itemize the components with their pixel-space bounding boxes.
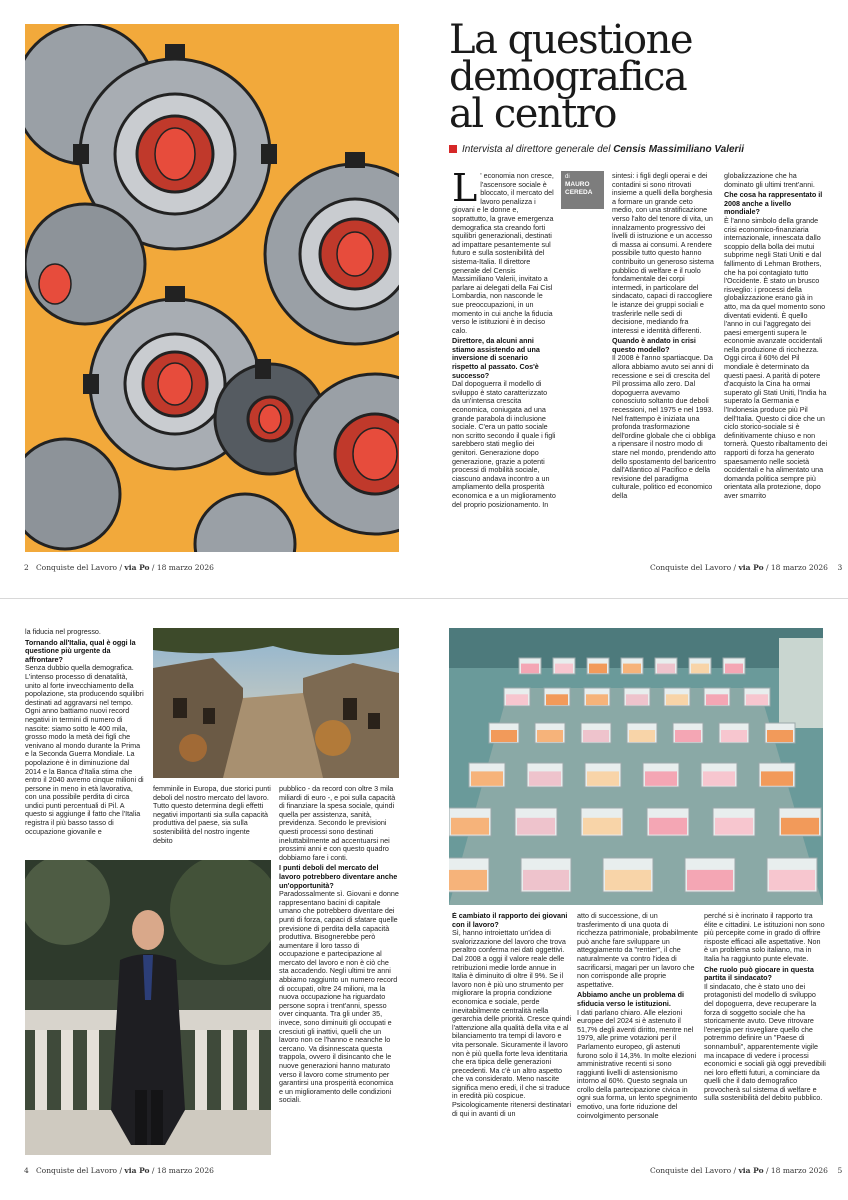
- page-number-5: 5: [837, 1166, 843, 1175]
- nursery-photo: [449, 628, 823, 905]
- answer-7: I dati parlano chiaro. Alle elezioni europee del 2024 si è astenuto il 51,7% degli aventi diritto, mentre nel 1979, alle prime votazioni per il Parlamento europeo, gli astenuti furono solo il 14,3%. In molte elezioni amministrative recenti si sono raggiunti livelli di astensionismo intorno al 60%. Questo segnala un crollo della partecipazione civica in ogni sua forma, un lento spegnimento emotivo, una forte riduzione del coinvolgimento personale: [577, 1007, 698, 1120]
- p4-column-1: [25, 628, 145, 858]
- crib-blanket: [746, 694, 768, 705]
- crib-blanket: [555, 664, 573, 674]
- question-2: Quando è andato in crisi questo modello?: [612, 336, 696, 354]
- answer-5: Paradossalmente sì. Giovani e donne rappresentano bacini di capitale umano che potrebbero diventare dei punti di forza, capaci di sfatare quelle previsione di perdita della capacità produttiva. Bisognerebbe però aumentare il loro tasso di occupazione e partecipazione al mercato del lavoro e non è ciò che sta accadendo. Negli ultimi tre anni abbiamo raggiunto un numero record di occupati, oltre 24 milioni, ma la nuova occupazione ha riguardato persone sopra i trent'anni, spesso over cinquanta. Tra gli under 35, invece, sono diminuiti gli occupati e cresciuti gli inattivi, quelli che un lavoro non ce l'hanno e neanche lo cercano. Va disinnescata questa trappola, ovvero il disincanto che le nuove generazioni hanno maturato verso il lavoro come strumento per garantirsi una prosperità economica e un miglioramento delle condizioni sociali.: [279, 889, 399, 1105]
- crib-blanket: [449, 870, 487, 890]
- crib-blanket: [645, 771, 677, 785]
- answer-3-cont: la fiducia nel progresso.: [25, 628, 101, 636]
- crib-blanket: [721, 730, 747, 742]
- subtitle-name: Censis Massimiliano Valerii: [613, 144, 744, 155]
- title-line-2: demografica: [449, 54, 687, 100]
- answer-2-cont: globalizzazione che ha dominato gli ultimi trent'anni.: [724, 172, 815, 189]
- p5-column-1: [452, 912, 572, 1162]
- crib-blanket: [626, 694, 648, 705]
- p4-column-3: [279, 785, 399, 1160]
- answer-3: È l'anno simbolo della grande crisi economico-finanziaria internazionale, innescata dallo scoppio della bolla dei mutui subprime negli Stati Uniti e dal fallimento di Lehman Brothers, che ha poi contagiato tutto l'Occidente. È stato un brusco risveglio: i processi della globalizzazione erano già in atto, ma da quel momento sono diventati evidenti. È quello l'anno in cui l'aggregato dei paesi emergenti supera le economie avanzate occidentali nella produzione di ricchezza. Oggi circa il 60% del Pil mondiale è determinato da questi paesi. A parità di potere d'acquisto la Cina ha ormai superato gli Stati Uniti, l'India ha superato la Germania e l'Indonesia produce più Pil dell'Italia. Questo ci dice che un ciclo storico-sociale si è definitivamente chiuso e non tornerà. Questo ribaltamento dei rapporti di forza ha generato spaesamento nelle società occidentali e ha alimentato una domanda politica sempre più orientata alla protezione, dopo aver smarrito: [724, 215, 828, 500]
- crib-blanket: [451, 818, 489, 835]
- p3-column-2: [612, 172, 716, 554]
- crib-blanket: [767, 730, 793, 742]
- page-number-2: 2: [24, 563, 29, 572]
- dropcap: L: [452, 172, 478, 210]
- footer-page-5: Conquiste del Lavoro / via Po / 18 marzo 2026 5: [650, 1166, 843, 1175]
- answer-6: Sì, hanno introiettato un'idea di svalorizzazione del lavoro che trova peraltro conferma nei dati oggettivi. Dal 2008 a oggi il valore reale delle retribuzioni medie lorde annue in Italia è diminuito di oltre il 9%. Se il lavoro non è più uno strumento per migliorare la propria condizione economica e sociale, perde inevitabilmente centralità nella gerarchia delle priorità. Cresce quindi l'attenzione alla qualità della vita e al bilanciamento tra tempi di lavoro e vita personale. Sicuramente il lavoro non è più quella forte leva identitaria che era tipica delle generazioni precedenti. Ma c'è un altro aspetto che va considerato. Meno nascite significa meno eredi, il che si traduce in eredità più cospicue. Psicologicamente ritenersi destinatari di qui in avanti di un: [452, 928, 572, 1118]
- title-line-3: al centro: [449, 91, 616, 137]
- crib-blanket: [521, 664, 539, 674]
- gears-illustration: [25, 24, 399, 552]
- subtitle-marker: [449, 145, 457, 153]
- p3-column-1: [452, 172, 556, 554]
- byline-box: [561, 171, 604, 209]
- crib-blanket: [589, 664, 607, 674]
- subtitle-prefix: Intervista al direttore generale del: [462, 144, 611, 155]
- title-line-1: La questione: [449, 17, 693, 63]
- crib-blanket: [706, 694, 728, 705]
- crib-blanket: [769, 870, 815, 890]
- answer-8: Il sindacato, che è stato uno dei protagonisti del modello di sviluppo del dopoguerra, deve recuperare la forza di soggetto sociale che ha storicamente avuto. Deve ritrovare l'energia per risvegliare quello che potremmo definire un "Paese di sonnambuli", apparentemente vigile ma incapace di vedere i processi economici e sociali già oggi prevedibili nei loro effetti futuri, a cominciare da quelli che il dato demografico provocherà sul sistema di welfare e sulla sostenibilità del debito pubblico.: [704, 981, 826, 1103]
- crib-blanket: [687, 870, 733, 890]
- crib-blanket: [546, 694, 568, 705]
- crib-blanket: [583, 730, 609, 742]
- crib-blanket: [506, 694, 528, 705]
- crib-blanket: [491, 730, 517, 742]
- answer-6-cont: atto di successione, di un trasferimento di una quota di ricchezza patrimoniale, probabilmente può anche fare sviluppare un atteggiamento da "rentier", il che naturalmente va contro l'idea di sacrificarsi, magari per un lavoro che non corrisponde alle proprie aspettative.: [577, 912, 699, 989]
- article-title: [449, 17, 829, 137]
- crib-blanket: [587, 771, 619, 785]
- crib-blanket: [523, 870, 569, 890]
- crib-blanket: [537, 730, 563, 742]
- crib-blanket: [761, 771, 793, 785]
- crib-blanket: [691, 664, 709, 674]
- p4-column-2: [153, 785, 271, 855]
- page-number-4: 4: [24, 1166, 29, 1175]
- crib-blanket: [715, 818, 753, 835]
- question-3: Che cosa ha rappresentato il 2008 anche a livello mondiale?: [724, 190, 823, 217]
- spread-divider: [0, 598, 848, 599]
- crib-blanket: [583, 818, 621, 835]
- byline-di: di: [565, 174, 570, 180]
- crib-blanket: [781, 818, 819, 835]
- answer-2: Il 2008 è l'anno spartiacque. Da allora abbiamo avuto sei anni di recessione e sei di crescita del Pil prossima allo zero. Dal dopoguerra avevamo conosciuto soltanto due deboli recessioni, nel 1975 e nel 1993. Nel frattempo è iniziata una profonda trasformazione dell'ordine globale che ci obbliga a ripensare il nostro modo di stare nel mondo, prendendo atto dello spostamento del baricentro dall'Atlantico al Pacifico e della revisione del paradigma culturale, politico ed economico della: [612, 353, 716, 500]
- village-photo: [153, 628, 399, 778]
- crib-blanket: [586, 694, 608, 705]
- crib-blanket: [675, 730, 701, 742]
- crib-blanket: [529, 771, 561, 785]
- p3-column-3: [724, 172, 828, 554]
- crib-blanket: [629, 730, 655, 742]
- crib-blanket: [471, 771, 503, 785]
- question-5: I punti deboli del mercato del lavoro potrebbero diventare anche un'opportunità?: [279, 863, 398, 890]
- footer-page-2: 2 Conquiste del Lavoro / via Po / 18 marzo 2026: [24, 563, 214, 572]
- question-8: Che ruolo può giocare in questa partita il sindacato?: [704, 964, 814, 983]
- page-number-3: 3: [837, 563, 843, 572]
- answer-4-cont: femminile in Europa, due storici punti deboli del nostro mercato del lavoro. Tutto questo determina degli effetti negativi importanti sia sulla capacità produttiva del paese, sia sulla sostenibilità del nostro ingente debito: [153, 785, 271, 845]
- article-subtitle: [462, 144, 744, 155]
- crib-blanket: [666, 694, 688, 705]
- question-1: Direttore, da alcuni anni stiamo assistendo ad una inversione di scenario rispetto al passato. Cos'è successo?: [452, 336, 540, 380]
- p3-intro: L ' economia non cresce, l'ascensore sociale è bloccato, il mercato del lavoro penalizza i giovani e le donne e, soprattutto, la grave emergenza demografica sta creando forti squilibri generazionali, destinati ad impattare pesantemente sul futuro e sulla sostenibilità del sistema-Italia. Il direttore generale del Censis Massimiliano Valerii, invitato a parlare ai delegati della Fai Cisl Lombardia, non nasconde le sue preoccupazioni, in un momento in cui anche la fiducia verso le istituzioni è in deciso calo.: [452, 172, 554, 335]
- byline-name-2: CEREDA: [565, 188, 593, 196]
- answer-4: Senza dubbio quella demografica. L'intenso processo di denatalità, unito al forte invecchiamento della popolazione, sta producendo squilibri destinati ad aggravarsi nel tempo. Ogni anno battiamo nuovi record negativi in termini di numero di nascite: siamo sotto le 400 mila, grosso modo la metà dei figli che venivano al mondo durante la Prima e la Seconda Guerra Mondiale. La popolazione è in diminuzione dal 2014 e la Banca d'Italia stima che entro il 2040 avremo cinque milioni di persone in meno in età lavorativa, con una possibile perdita di circa undici punti percentuali di Pil. A questo si aggiunge il fatto che l'Italia registra il più basso tasso di occupazione giovanile e: [25, 663, 144, 836]
- p5-column-3: [704, 912, 826, 1162]
- crib-blanket: [623, 664, 641, 674]
- p5-column-2: [577, 912, 699, 1162]
- crib-blanket: [649, 818, 687, 835]
- byline-name-1: MAURO: [565, 181, 590, 189]
- footer-page-4: 4 Conquiste del Lavoro / via Po / 18 marzo 2026: [24, 1166, 214, 1175]
- question-6: È cambiato il rapporto dei giovani con il lavoro?: [452, 912, 568, 929]
- question-7: Abbiamo anche un problema di sfiducia verso le istituzioni.: [577, 990, 685, 1008]
- footer-page-3: Conquiste del Lavoro / via Po / 18 marzo 2026 3: [650, 563, 843, 572]
- answer-1: Dal dopoguerra il modello di sviluppo è stato caratterizzato da un'intensa crescita economica, coniugata ad una grande parabola di inclusione sociale. C'era un patto sociale non scritto secondo il quale i figli sarebbero stati meglio dei genitori. Generazione dopo generazione, grazie a potenti processi di mobilità sociale, ciascuno andava incontro a un ampliamento della prosperità economica e a un miglioramento del proprio posizionamento. In: [452, 379, 556, 509]
- crib-blanket: [703, 771, 735, 785]
- crib-blanket: [725, 664, 743, 674]
- portrait-photo: [25, 860, 271, 1155]
- answer-4-cont-2: pubblico - da record con oltre 3 mila miliardi di euro -, e poi sulla capacità di finanziare la spesa sociale, quindi quella per assistenza, sanità, previdenza. Secondo le previsioni questi processi sono destinati ineluttabilmente ad accentuarsi nei prossimi anni e con questo quadro dobbiamo fare i conti.: [279, 785, 396, 862]
- answer-1-cont: sintesi: i figli degli operai e dei contadini si sono ritrovati insieme a quelli della borghesia a formare un grande ceto medio, con una stratificazione verso l'alto del tenore di vita, un innalzamento progressivo dei livelli di istruzione e un accesso di massa ai consumi. A rendere possibile tutto questo hanno contribuito un generoso sistema pubblico di welfare e il ruolo fondamentale dei corpi intermedi, in particolare del sindacato, capaci di raccogliere le istanze dei gruppi sociali e trasferirle nelle sedi di decisione, mediando fra interessi e identità differenti.: [612, 172, 714, 335]
- crib-blanket: [517, 818, 555, 835]
- crib-blanket: [605, 870, 651, 890]
- question-4: Tornando all'Italia, qual è oggi la questione più urgente da affrontare?: [25, 637, 136, 664]
- crib-blanket: [657, 664, 675, 674]
- answer-7-cont: perché si è incrinato il rapporto tra élite e cittadini. Le istituzioni non sono più percepite come in grado di offrire risposte efficaci alle aspettative. Non è un problema solo italiano, ma in Italia ha raggiunto punte elevate.: [704, 912, 825, 963]
